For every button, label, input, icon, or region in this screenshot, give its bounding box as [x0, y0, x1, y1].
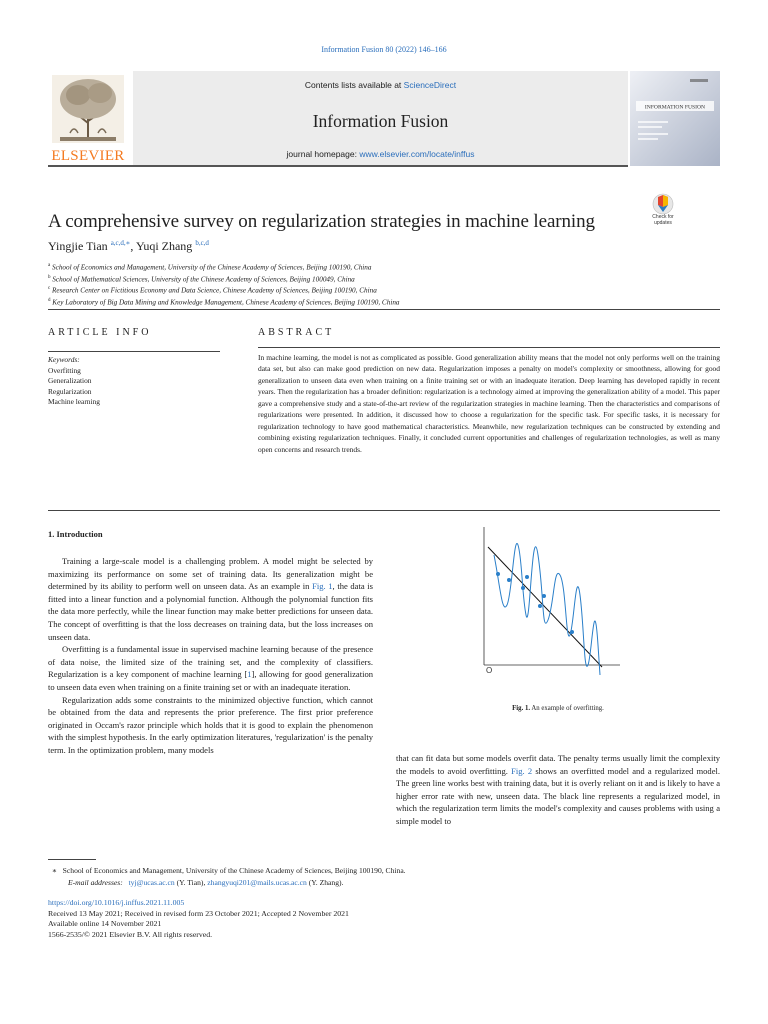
origin-label: O [486, 666, 493, 675]
homepage-link[interactable]: www.elsevier.com/locate/inffus [359, 149, 475, 159]
affiliation-text: School of Mathematical Sciences, University of the Chinese Academy of Sciences, Beijing 100049, China [52, 274, 355, 283]
body-paragraph [48, 555, 373, 643]
footnote-text: School of Economics and Management, University of the Chinese Academy of Sciences, Beijing 100190, China. [62, 866, 406, 875]
body-paragraph: Regularization adds some constraints to the minimized objective function, which cannot be obtained from the data and represents the prior preference. The first prior preference originated in Occam's razor principle which holds that it is good to explain the phenomenon with the simplest hypothesis. In the early optimization literatures, 'regularization' is the penalty term. In the optimization problem, many models [48, 694, 373, 755]
publisher-wordmark: ELSEVIER [51, 148, 125, 164]
contents-availability [133, 80, 628, 90]
homepage-prefix: journal homepage: [286, 149, 360, 159]
abstract-divider [258, 347, 720, 348]
journal-reference[interactable] [0, 45, 768, 54]
figure-caption [396, 705, 720, 712]
check-updates-icon [650, 193, 676, 215]
affiliation-item [48, 261, 708, 273]
copyright-notice: 1566-2535/© 2021 Elsevier B.V. All rights reserved. [48, 929, 213, 939]
body-column-left [48, 555, 373, 757]
affiliation-text: Research Center on Fictitious Economy and Data Science, Chinese Academy of Sciences, Beijing 100190, China [52, 286, 377, 295]
journal-banner [48, 71, 628, 166]
email-label: E-mail addresses: [68, 878, 123, 887]
figure-caption-text: An example of overfitting. [531, 705, 604, 712]
keyword-item: Regularization [48, 386, 92, 396]
section-divider [48, 309, 720, 310]
figure-reference-link[interactable]: Fig. 2 [511, 765, 533, 776]
body-paragraph [48, 643, 373, 693]
article-title: A comprehensive survey on regularization strategies in machine learning [48, 211, 595, 232]
abstract-text: In machine learning, the model is not as complicated as possible. Good generalization ability means that the model not only performs well on the training data set, but also can make good prediction on new data. Regularization imposes a penalty on model's complexity or smoothness, allowing for good generalization to unseen data even when training on a finite training set or with an inadequate iteration. Deep learning has developed rapidly in recent years. Then the regularization has a broader definition: regularization is a technology aimed at improving the generalization ability of a model. This paper gave a comprehensive study and a state-of-the-art review of the regularization strategies in machine learning. Then the characteristics and comparisons of regularizations were presented. In addition, it discussed how to choose a regularization for the specific task. For specific tasks, it is necessary for regularization technology to have good mathematical characteristics. Meanwhile, new regularization techniques can be constructed by extending and combining existing regularization techniques. Finally, it concluded current opportunities and challenges of regularization technologies, as well as many open concerns and research trends. [258, 353, 720, 454]
keyword-item: Generalization [48, 376, 92, 386]
data-point [570, 630, 574, 634]
body-paragraph [396, 752, 720, 828]
data-point [525, 575, 529, 579]
journal-reference-link[interactable]: Information Fusion 80 (2022) 146–166 [321, 45, 447, 54]
paragraph-text: Overfitting is a fundamental issue in supervised machine learning because of the presence of data noise, the limited size of the training set, and the complexity of classifiers. Regularization is a key component of machine learning [ [48, 644, 373, 680]
banner-divider [48, 165, 628, 167]
check-updates-label: Check for updates [652, 214, 674, 226]
doi-link[interactable]: https://doi.org/10.1016/j.inffus.2021.11.005 [48, 898, 185, 907]
check-for-updates-badge[interactable] [650, 193, 676, 227]
author-affiliation-marks[interactable]: a,c,d,∗ [110, 239, 131, 247]
keywords-divider [48, 351, 220, 352]
data-point [507, 578, 511, 582]
author-separator: , [130, 239, 136, 253]
data-point [521, 586, 525, 590]
journal-cover-image[interactable] [630, 71, 720, 166]
affiliation-mark: c [48, 286, 51, 292]
affiliation-mark: b [48, 274, 51, 280]
data-point [538, 604, 542, 608]
keyword-item: Machine learning [48, 397, 100, 407]
affiliation-item [48, 296, 708, 308]
contents-prefix: Contents lists available at [304, 80, 404, 90]
keywords-label: Keywords: [48, 355, 80, 364]
affiliation-mark: a [48, 263, 51, 268]
received-dates: Received 13 May 2021; Received in revised form 23 October 2021; Accepted 2 November 2021 [48, 908, 349, 918]
abstract-heading: ABSTRACT [258, 327, 335, 338]
keywords-block [48, 355, 220, 408]
footnote-rule [48, 859, 96, 860]
figure-caption-label: Fig. 1. [512, 705, 531, 712]
paragraph-text: that can fit data but some models overfit data. The penalty terms usually limit the complexity the models to avoid overfitting. [396, 753, 720, 776]
author-name: Yuqi Zhang [135, 239, 193, 253]
affiliation-item [48, 284, 708, 296]
citation-link[interactable]: 1 [247, 669, 252, 680]
email-link[interactable]: zhangyuqi201@mails.ucas.ac.cn [207, 878, 307, 887]
footnote-line [48, 865, 720, 877]
section-divider [48, 510, 720, 511]
figure-overfitting [474, 525, 622, 675]
data-point [496, 572, 500, 576]
affiliation-list [48, 261, 708, 307]
data-point [542, 594, 546, 598]
email-line [48, 877, 720, 889]
paragraph-text: , the data is fitted into a linear function and a polynomial function. Although the polynomial function fits the data more perfectly, while the linear function may make better predictions for unseen data. The concept of overfitting is that the loss decreases on training data, but the loss increases on unseen data. [48, 581, 373, 642]
paragraph-text: Training a large-scale model is a challenging problem. A model might be selected by maximizing its performance on some set of training data. Its generalization might be determined by its ability to perform well on unseen data. As an example in [48, 556, 373, 592]
affiliation-text: School of Economics and Management, University of the Chinese Academy of Sciences, Beijing 100190, China [52, 263, 372, 272]
journal-homepage [133, 149, 628, 159]
article-history [48, 898, 720, 940]
email-note: (Y. Zhang). [308, 878, 344, 887]
journal-title: Information Fusion [312, 111, 449, 131]
affiliation-item [48, 273, 708, 285]
cover-title: INFORMATION FUSION [644, 104, 706, 111]
figure-reference-link[interactable]: Fig. 1 [312, 581, 333, 592]
online-date: Available online 14 November 2021 [48, 919, 162, 929]
author-affiliation-marks[interactable]: b,c,d [195, 239, 209, 247]
affiliation-mark: d [48, 297, 51, 303]
paragraph-text: ], allowing for good generalization to unseen data even when training on a finite training set or with an inadequate iteration. [48, 669, 374, 692]
author-list [48, 239, 209, 254]
body-column-right [396, 752, 720, 828]
author-name: Yingjie Tian [48, 239, 108, 253]
article-info-heading: ARTICLE INFO [48, 327, 152, 338]
corresponding-author-footnote [48, 865, 720, 889]
affiliation-text: Key Laboratory of Big Data Mining and Knowledge Management, Chinese Academy of Sciences, Beijing 100190, China [52, 298, 400, 307]
keyword-item: Overfitting [48, 365, 81, 375]
section-heading-introduction: 1. Introduction [48, 529, 103, 539]
paragraph-text: shows an overfitted model and a regularized model. The green line works best with training data, but it is overly reliant on it and is likely to have a higher error rate with new, unseen data. The black line represents a regularized model, in which the regularization term limits the model's complexity and causes problems with using a simple model to [396, 765, 720, 826]
email-link[interactable]: tyj@ucas.ac.cn [128, 878, 175, 887]
sciencedirect-link[interactable]: ScienceDirect [403, 80, 457, 90]
email-note: (Y. Tian), [176, 878, 206, 887]
footnote-mark: ∗ [51, 866, 57, 875]
